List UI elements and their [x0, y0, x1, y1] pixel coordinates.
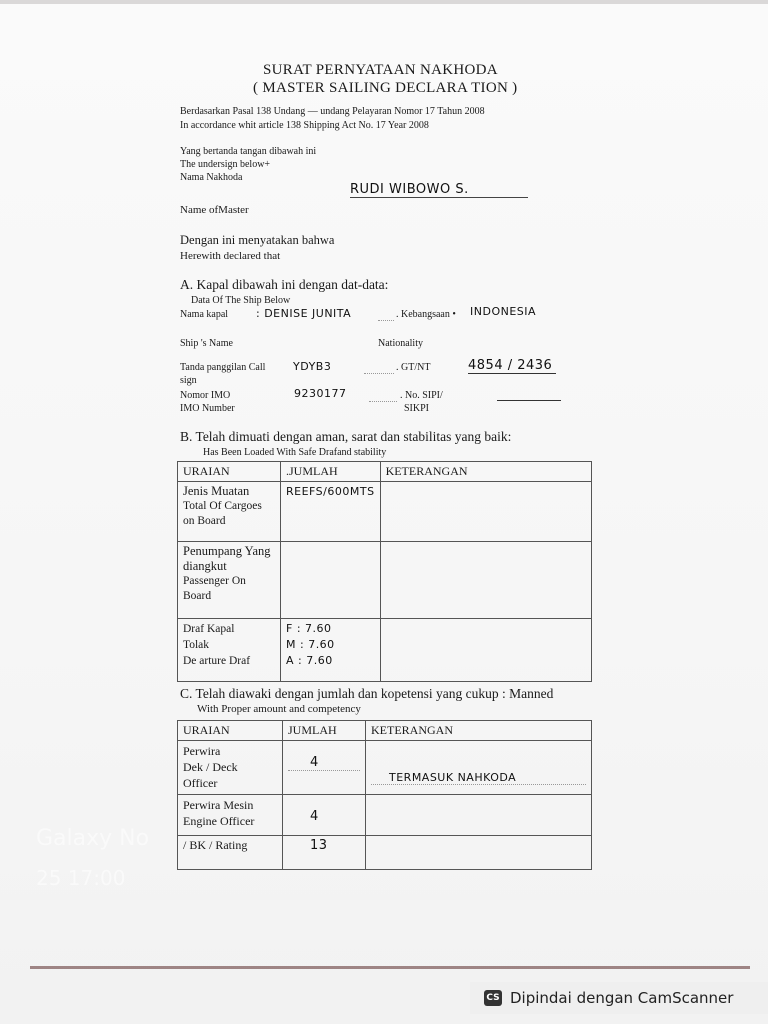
row-passenger-title: Penumpang Yang diangkut — [183, 543, 271, 573]
engine-officer-line-1: Perwira Mesin — [183, 797, 254, 812]
declaration-en: Herewith declared that — [180, 250, 281, 262]
deck-officer-ket: TERMASUK NAHKODA — [371, 771, 586, 785]
table-row — [178, 835, 592, 869]
table-c-header-uraian: URAIAN — [178, 721, 283, 741]
undersigned-en: The undersign below+ — [180, 159, 271, 170]
row-passenger-jumlah — [281, 541, 381, 618]
ship-name-value: : DENISE JUNITA — [256, 307, 352, 320]
deck-officer-line-1: Perwira — [183, 744, 221, 759]
camscanner-icon: CS — [484, 990, 502, 1006]
call-sign-dots — [364, 362, 394, 374]
nationality-label-en: Nationality — [378, 338, 423, 349]
sikpi-label: SIKPI — [404, 403, 430, 414]
row-draft-line-1: Draf Kapal — [183, 622, 235, 635]
table-c-header-jumlah: JUMLAH — [283, 721, 366, 741]
engine-officer-jumlah: 4 — [310, 808, 319, 824]
call-sign-label-2: sign — [180, 375, 197, 386]
imo-label-en: IMO Number — [180, 403, 235, 414]
table-b-header-uraian: URAIAN — [178, 462, 281, 482]
nationality-value: INDONESIA — [470, 305, 537, 318]
rating-ket — [366, 835, 592, 869]
section-b-heading: B. Telah dimuati dengan aman, sarat dan stabilitas yang baik: — [180, 429, 512, 444]
table-row — [178, 541, 592, 618]
row-cargo-ket — [380, 482, 591, 542]
camera-watermark-time: 25 17:00 — [36, 866, 126, 890]
row-draft-line-3: De arture Draf — [183, 654, 251, 667]
gt-nt-label: . GT/NT — [396, 362, 431, 373]
table-row — [178, 618, 592, 681]
deck-officer-jumlah: 4 — [288, 755, 360, 771]
table-b — [177, 461, 592, 682]
legal-basis-id: Berdasarkan Pasal 138 Undang — undang Pelayaran Nomor 17 Tahun 2008 — [180, 106, 485, 117]
row-draft-line-2: Tolak — [183, 638, 210, 651]
row-cargo-sub: Total Of Cargoes on Board — [183, 500, 262, 527]
table-b-header-keterangan: KETERANGAN — [380, 462, 591, 482]
paper-edge-top — [0, 0, 768, 4]
row-cargo-title: Jenis Muatan — [183, 484, 250, 498]
declaration-id: Dengan ini menyatakan bahwa — [180, 233, 335, 247]
section-c-heading: C. Telah diawaki dengan jumlah dan kopetensi yang cukup : Manned — [180, 686, 554, 701]
table-b-header-jumlah: .JUMLAH — [281, 462, 381, 482]
rating-jumlah: 13 — [310, 837, 328, 853]
section-a-subheading: Data Of The Ship Below — [191, 295, 291, 306]
draft-forward: F : 7.60 — [286, 621, 332, 635]
call-sign-value: YDYB3 — [293, 360, 332, 373]
gt-nt-value: 4854 / 2436 — [468, 358, 556, 374]
doc-title: SURAT PERNYATAAN NAKHODA — [263, 62, 498, 78]
imo-label: Nomor IMO — [180, 390, 231, 401]
ship-name-dots — [378, 309, 394, 321]
master-name-label-en: Name ofMaster — [180, 204, 249, 216]
sipi-label: . No. SIPI/ — [400, 390, 443, 401]
imo-dots — [369, 390, 397, 402]
row-draft-ket — [380, 618, 591, 681]
section-a-heading: A. Kapal dibawah ini dengan dat-data: — [180, 277, 389, 292]
section-c-subheading: With Proper amount and competency — [197, 703, 361, 715]
table-row — [178, 482, 592, 542]
camera-watermark-model: Galaxy No — [36, 826, 150, 851]
table-c — [177, 720, 592, 870]
master-name-label-id: Nama Nakhoda — [180, 172, 243, 183]
draft-midship: M : 7.60 — [286, 637, 335, 651]
engine-officer-line-2: Engine Officer — [183, 813, 255, 828]
undersigned-id: Yang bertanda tangan dibawah ini — [180, 146, 317, 157]
imo-value: 9230177 — [294, 387, 347, 400]
rating-label: / BK / Rating — [178, 835, 283, 869]
ship-name-label-en: Ship 's Name — [180, 338, 233, 349]
row-cargo-jumlah: REEFS/600MTS — [286, 485, 375, 498]
call-sign-label: Tanda panggilan Call — [180, 362, 266, 373]
ship-name-label: Nama kapal — [180, 309, 229, 320]
nationality-label: . Kebangsaan • — [396, 309, 456, 320]
legal-basis-en: In accordance whit article 138 Shipping Act No. 17 Year 2008 — [180, 120, 429, 131]
deck-officer-line-3: Officer — [183, 776, 218, 791]
draft-aft: A : 7.60 — [286, 653, 333, 667]
paper-edge-bottom — [30, 966, 750, 969]
table-row — [178, 794, 592, 835]
doc-subtitle: ( MASTER SAILING DECLARA TION ) — [253, 80, 518, 96]
row-passenger-sub: Passenger On Board — [183, 574, 246, 602]
deck-officer-line-2: Dek / Deck — [183, 760, 238, 775]
camscanner-label: Dipindai dengan CamScanner — [510, 989, 734, 1007]
row-passenger-ket — [380, 541, 591, 618]
sipi-line — [497, 400, 561, 401]
engine-officer-ket — [366, 794, 592, 835]
section-b-subheading: Has Been Loaded With Safe Drafand stability — [203, 447, 387, 458]
camscanner-badge — [470, 982, 768, 1014]
table-row — [178, 741, 592, 795]
master-name-value: RUDI WIBOWO S. — [350, 182, 528, 198]
table-c-header-keterangan: KETERANGAN — [366, 721, 592, 741]
